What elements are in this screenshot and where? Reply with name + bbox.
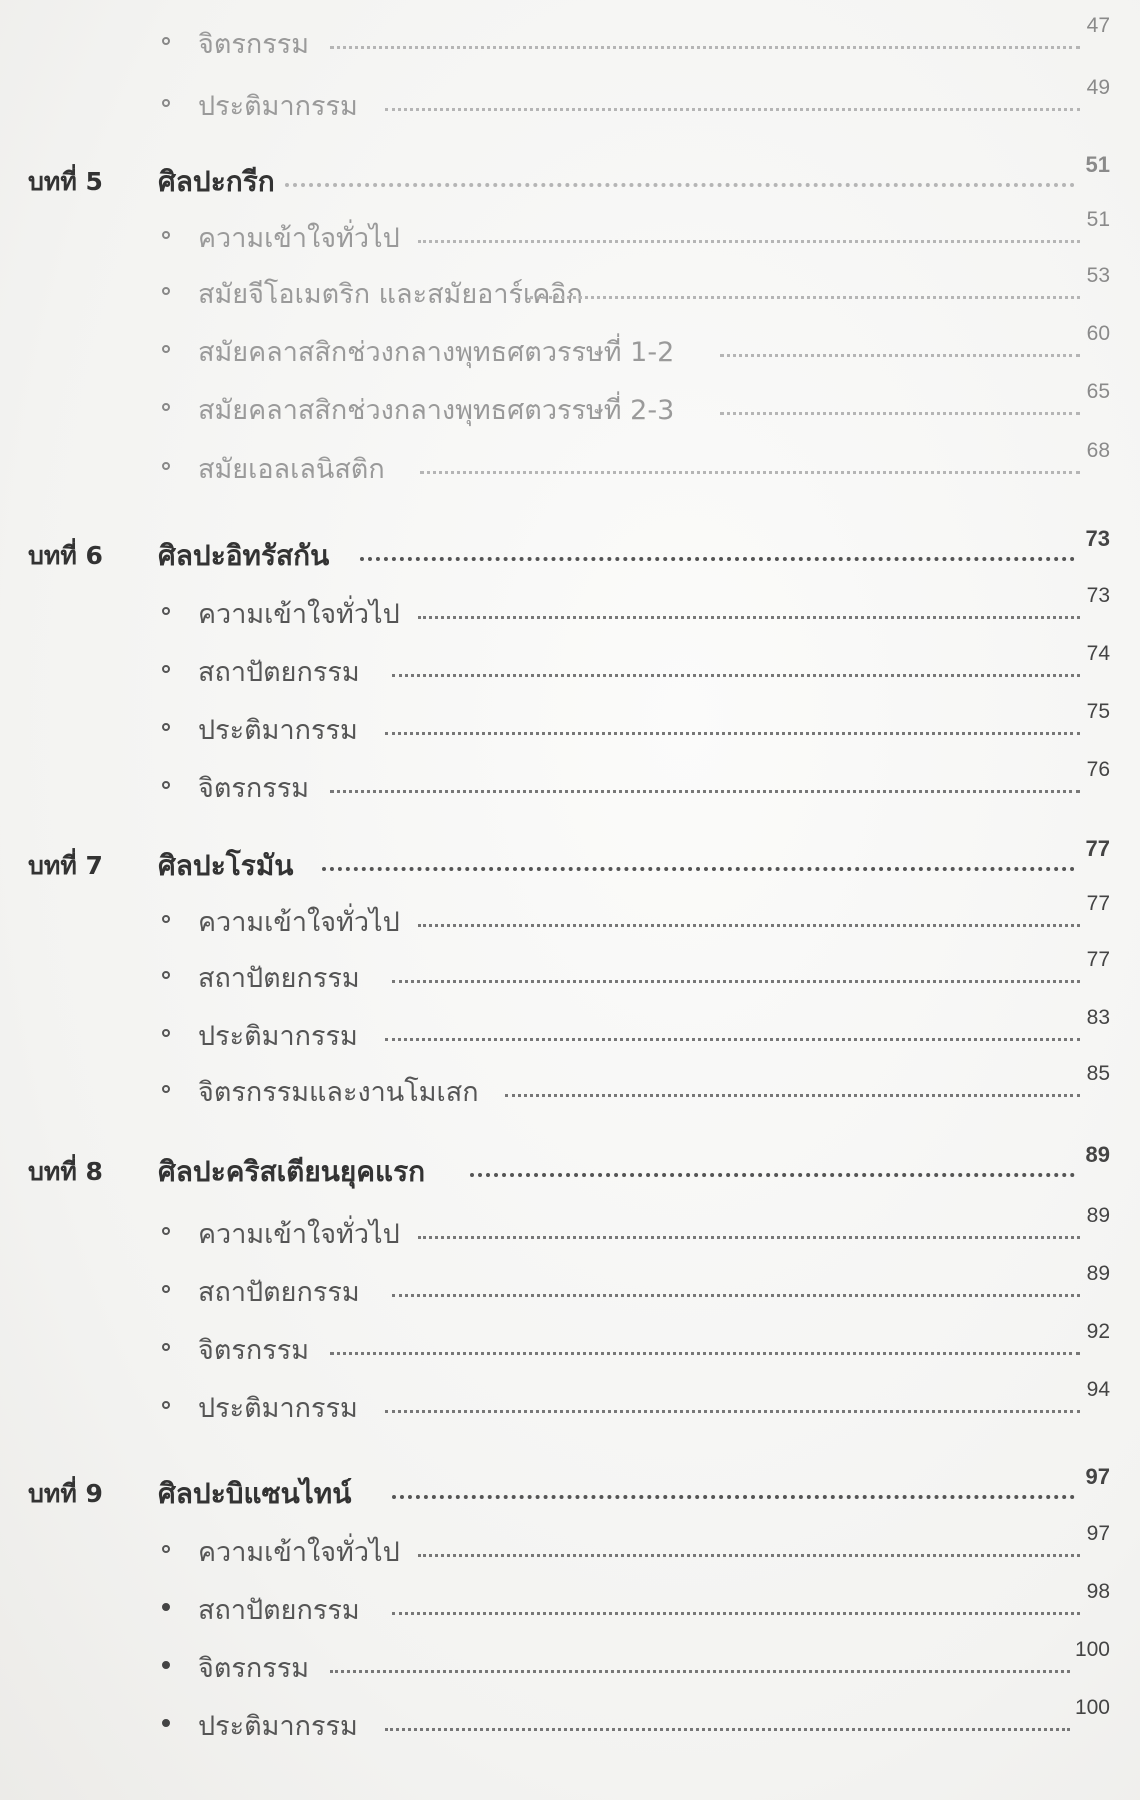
dot-leader (392, 1612, 1080, 1615)
page-number: 77 (1086, 892, 1110, 915)
section-title: สถาปัตยกรรม (198, 1277, 360, 1308)
toc-chapter-row[interactable] (0, 152, 1140, 202)
toc-chapter-row[interactable] (0, 1142, 1140, 1192)
section-title: สถาปัตยกรรม (198, 657, 360, 688)
section-title: จิตรกรรม (198, 29, 310, 60)
bullet-icon (162, 37, 170, 45)
dot-leader (420, 471, 1080, 474)
page-number: 51 (1085, 152, 1110, 177)
toc-item-row[interactable] (0, 758, 1140, 808)
dot-leader (392, 674, 1080, 677)
dot-leader (418, 616, 1080, 619)
toc-item-row[interactable] (0, 76, 1140, 126)
page-number: 65 (1086, 380, 1110, 403)
dot-leader (330, 46, 1080, 49)
toc-item-row[interactable] (0, 1696, 1140, 1746)
section-title: ความเข้าใจทั่วไป (198, 1537, 400, 1568)
page-number: 77 (1085, 836, 1110, 861)
toc-item-row[interactable] (0, 642, 1140, 692)
page-number: 53 (1086, 264, 1110, 287)
section-title: สมัยเอลเลนิสติก (198, 454, 385, 485)
page-number: 98 (1086, 1580, 1110, 1603)
toc-item-row[interactable] (0, 892, 1140, 942)
section-title: จิตรกรรมและงานโมเสก (198, 1077, 479, 1108)
dot-leader (720, 412, 1080, 415)
page-number: 97 (1086, 1522, 1110, 1545)
toc-chapter-row[interactable] (0, 836, 1140, 886)
dot-leader (418, 1554, 1080, 1557)
page-number: 60 (1086, 322, 1110, 345)
bullet-icon (162, 1401, 170, 1409)
dot-leader (322, 867, 1075, 871)
toc-item-row[interactable] (0, 1320, 1140, 1370)
page-number: 85 (1086, 1062, 1110, 1085)
dot-leader (330, 1352, 1080, 1355)
page-number: 92 (1086, 1320, 1110, 1343)
toc-item-row[interactable] (0, 700, 1140, 750)
page-number: 83 (1086, 1006, 1110, 1029)
page-number: 77 (1086, 948, 1110, 971)
page-number: 89 (1086, 1204, 1110, 1227)
toc-item-row[interactable] (0, 14, 1140, 64)
dot-leader (385, 1038, 1080, 1041)
chapter-label: บทที่ 9 (28, 1479, 103, 1508)
section-title: จิตรกรรม (198, 1653, 310, 1684)
dot-leader (418, 924, 1080, 927)
toc-item-row[interactable] (0, 1638, 1140, 1688)
toc-chapter-row[interactable] (0, 526, 1140, 576)
dot-leader (385, 1410, 1080, 1413)
chapter-title: ศิลปะคริสเตียนยุคแรก (158, 1155, 426, 1188)
chapter-title: ศิลปะบิแซนไทน์ (158, 1477, 352, 1510)
toc-chapter-row[interactable] (0, 1464, 1140, 1514)
page-number: 94 (1086, 1378, 1110, 1401)
dot-leader (530, 296, 1080, 299)
toc-item-row[interactable] (0, 322, 1140, 372)
section-title: ความเข้าใจทั่วไป (198, 907, 400, 938)
chapter-title: ศิลปะอิทรัสกัน (158, 539, 330, 572)
bullet-icon (162, 723, 170, 731)
dot-leader (385, 1728, 1070, 1731)
page-number: 73 (1086, 584, 1110, 607)
bullet-icon (162, 231, 170, 239)
dot-leader (285, 183, 1075, 187)
bullet-icon (162, 1343, 170, 1351)
section-title: สถาปัตยกรรม (198, 1595, 360, 1626)
dot-leader (330, 1670, 1070, 1673)
chapter-label: บทที่ 7 (28, 851, 103, 880)
dot-leader (418, 1236, 1080, 1239)
bullet-icon (162, 1085, 170, 1093)
toc-item-row[interactable] (0, 380, 1140, 430)
chapter-title: ศิลปะโรมัน (158, 849, 294, 882)
toc-item-row[interactable] (0, 264, 1140, 314)
section-title: ความเข้าใจทั่วไป (198, 1219, 400, 1250)
page-number: 47 (1086, 14, 1110, 37)
dot-leader (392, 1294, 1080, 1297)
section-title: ประติมากรรม (198, 1021, 358, 1052)
toc-item-row[interactable] (0, 584, 1140, 634)
page-number: 51 (1086, 208, 1110, 231)
dot-leader (505, 1094, 1080, 1097)
section-title: สมัยคลาสสิกช่วงกลางพุทธศตวรรษที่ 1-2 (198, 337, 675, 368)
bullet-icon (162, 1227, 170, 1235)
page-number: 97 (1085, 1464, 1110, 1489)
chapter-title: ศิลปะกรีก (158, 165, 275, 198)
dot-leader (330, 790, 1080, 793)
page-number: 89 (1086, 1262, 1110, 1285)
toc-item-row[interactable] (0, 1062, 1140, 1112)
chapter-label: บทที่ 8 (28, 1157, 103, 1186)
section-title: สมัยจีโอเมตริก และสมัยอาร์เคอิก (198, 279, 583, 310)
page-number: 73 (1085, 526, 1110, 551)
bullet-icon (162, 287, 170, 295)
toc-item-row[interactable] (0, 1378, 1140, 1428)
page-number: 74 (1086, 642, 1110, 665)
bullet-icon (162, 1545, 170, 1553)
dot-leader (392, 1495, 1075, 1499)
toc-item-row[interactable] (0, 1522, 1140, 1572)
bullet-icon (162, 607, 170, 615)
dot-leader (720, 354, 1080, 357)
page-number: 68 (1086, 439, 1110, 462)
bullet-icon (162, 1603, 170, 1611)
bullet-icon (162, 915, 170, 923)
bullet-icon (162, 1285, 170, 1293)
section-title: สถาปัตยกรรม (198, 963, 360, 994)
toc-item-row[interactable] (0, 1262, 1140, 1312)
bullet-icon (162, 99, 170, 107)
bullet-icon (162, 971, 170, 979)
page-number: 76 (1086, 758, 1110, 781)
section-title: จิตรกรรม (198, 773, 310, 804)
dot-leader (360, 557, 1075, 561)
section-title: สมัยคลาสสิกช่วงกลางพุทธศตวรรษที่ 2-3 (198, 395, 675, 426)
dot-leader (385, 732, 1080, 735)
toc-item-row[interactable] (0, 1006, 1140, 1056)
dot-leader (418, 240, 1080, 243)
bullet-icon (162, 1719, 170, 1727)
bullet-icon (162, 1661, 170, 1669)
dot-leader (470, 1173, 1075, 1177)
bullet-icon (162, 345, 170, 353)
bullet-icon (162, 1029, 170, 1037)
section-title: ประติมากรรม (198, 1711, 358, 1742)
bullet-icon (162, 462, 170, 470)
page-number: 89 (1085, 1142, 1110, 1167)
section-title: จิตรกรรม (198, 1335, 310, 1366)
chapter-label: บทที่ 5 (28, 167, 103, 196)
section-title: ประติมากรรม (198, 715, 358, 746)
bullet-icon (162, 781, 170, 789)
section-title: ความเข้าใจทั่วไป (198, 599, 400, 630)
page-number: 100 (1074, 1696, 1110, 1719)
section-title: ประติมากรรม (198, 91, 358, 122)
toc-item-row[interactable] (0, 948, 1140, 998)
page-number: 100 (1074, 1638, 1110, 1661)
dot-leader (385, 108, 1080, 111)
section-title: ความเข้าใจทั่วไป (198, 223, 400, 254)
toc-item-row[interactable] (0, 1204, 1140, 1254)
toc-item-row[interactable] (0, 208, 1140, 258)
page-number: 49 (1086, 76, 1110, 99)
bullet-icon (162, 403, 170, 411)
section-title: ประติมากรรม (198, 1393, 358, 1424)
page-number: 75 (1086, 700, 1110, 723)
dot-leader (392, 980, 1080, 983)
chapter-label: บทที่ 6 (28, 541, 103, 570)
toc-item-row[interactable] (0, 1580, 1140, 1630)
toc-item-row[interactable] (0, 439, 1140, 489)
bullet-icon (162, 665, 170, 673)
